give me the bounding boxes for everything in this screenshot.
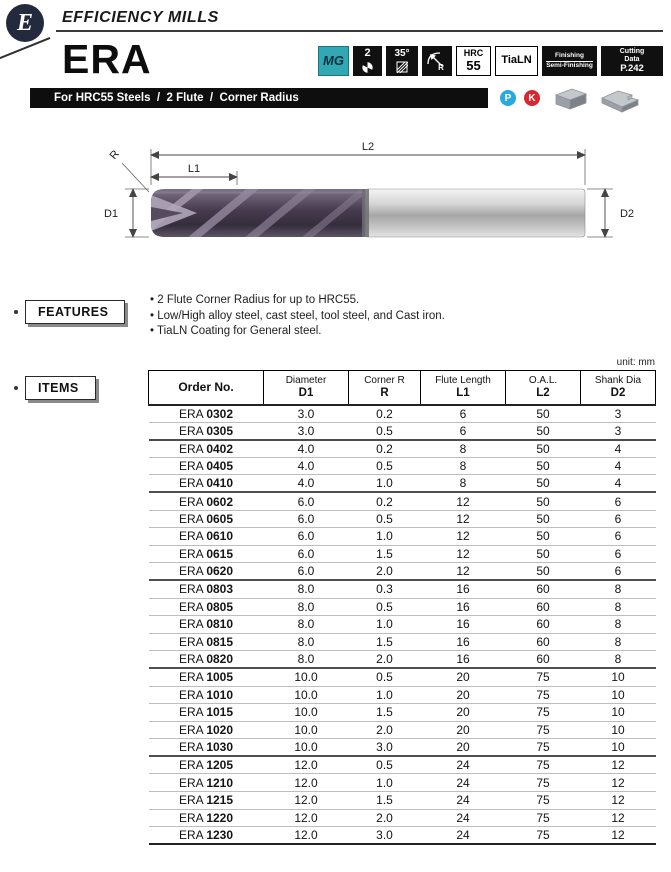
table-row [149,721,656,739]
order-no-cell: ERA 0810 [149,616,264,634]
d2-cell: 4 [581,440,656,458]
table-row [149,457,656,475]
order-no-cell: ERA 1005 [149,668,264,686]
l2-cell: 75 [506,704,581,722]
l2-cell: 60 [506,598,581,616]
coating-label: TiaLN [501,54,532,67]
l1-cell: 16 [421,633,506,651]
order-no-cell: ERA 0615 [149,545,264,563]
d2-cell: 4 [581,475,656,493]
hardness-unit-label: HRC [463,48,484,59]
table-row [149,668,656,686]
order-no-cell: ERA 0815 [149,633,264,651]
r-cell: 0.2 [349,405,421,423]
d1-cell: 10.0 [264,704,349,722]
d2-cell: 8 [581,616,656,634]
series-letter: E [16,9,33,36]
d1-cell: 6.0 [264,510,349,528]
col-header-corner-r: Corner R R [349,371,421,405]
l2-cell: 50 [506,440,581,458]
cutting-data-badge [601,46,663,76]
l1-dimension-label: L1 [187,163,201,175]
tool-drawing [65,135,645,295]
d1-cell: 4.0 [264,457,349,475]
table-row [149,792,656,810]
table-row [149,545,656,563]
unit-note: unit: mm [616,357,655,368]
table-row [149,440,656,458]
order-no-cell: ERA 1020 [149,721,264,739]
d1-cell: 8.0 [264,651,349,669]
table-row [149,616,656,634]
r-cell: 0.5 [349,510,421,528]
d1-cell: 6.0 [264,545,349,563]
l1-cell: 20 [421,739,506,757]
l1-cell: 6 [421,405,506,423]
l2-cell: 50 [506,528,581,546]
l1-cell: 16 [421,616,506,634]
order-no-cell: ERA 0602 [149,492,264,510]
product-name: ERA [62,36,152,82]
l1-cell: 20 [421,704,506,722]
hardness-badge [456,46,491,76]
l2-cell: 75 [506,774,581,792]
mg-grade-badge [318,46,349,76]
d1-cell: 10.0 [264,668,349,686]
l1-cell: 16 [421,598,506,616]
order-no-cell: ERA 0610 [149,528,264,546]
section-bullet-dot [14,310,18,314]
cutting-data-line1: Cutting [619,48,645,56]
workpiece-step-block-icon [598,86,650,114]
d1-cell: 4.0 [264,440,349,458]
l2-cell: 50 [506,510,581,528]
order-no-cell: ERA 1215 [149,792,264,810]
l1-cell: 12 [421,510,506,528]
l2-cell: 75 [506,686,581,704]
l2-cell: 50 [506,405,581,423]
feature-bullet: • Low/High alloy steel, cast steel, tool steel, and Cast iron. [150,309,445,325]
order-no-cell: ERA 0820 [149,651,264,669]
d2-cell: 12 [581,774,656,792]
series-letter-badge [6,4,44,42]
r-cell: 3.0 [349,827,421,845]
section-bullet-dot [14,386,18,390]
d1-cell: 8.0 [264,633,349,651]
table-row [149,563,656,581]
items-section-label [14,376,96,400]
table-row [149,704,656,722]
r-cell: 0.5 [349,756,421,774]
r-cell: 0.5 [349,422,421,440]
r-cell: 1.0 [349,475,421,493]
r-cell: 1.0 [349,774,421,792]
material-k-badge [524,90,540,106]
d2-cell: 8 [581,598,656,616]
cutting-data-page-ref: P.242 [620,62,644,74]
l2-cell: 75 [506,792,581,810]
table-row [149,475,656,493]
helix-angle-label: 35° [394,48,410,60]
d2-cell: 10 [581,668,656,686]
l1-cell: 24 [421,756,506,774]
table-row [149,686,656,704]
features-list [150,293,445,340]
d1-cell: 8.0 [264,598,349,616]
d1-cell: 3.0 [264,422,349,440]
d1-cell: 6.0 [264,528,349,546]
l2-cell: 75 [506,668,581,686]
l1-cell: 20 [421,668,506,686]
tool-diagram-svg [65,135,645,290]
items-table [148,370,656,845]
order-no-cell: ERA 1015 [149,704,264,722]
order-no-cell: ERA 0605 [149,510,264,528]
helix-hatch-icon [396,61,408,73]
d2-cell: 12 [581,756,656,774]
d1-cell: 10.0 [264,739,349,757]
table-row [149,528,656,546]
r-dimension-label: R [107,148,122,162]
r-cell: 0.2 [349,440,421,458]
d2-cell: 6 [581,545,656,563]
table-row [149,633,656,651]
col-header-order-no-: Order No. [149,371,264,405]
col-header-diameter: Diameter D1 [264,371,349,405]
l1-cell: 24 [421,809,506,827]
r-leader-line [122,163,149,192]
order-no-cell: ERA 1230 [149,827,264,845]
d2-cell: 12 [581,827,656,845]
r-cell: 2.0 [349,721,421,739]
l2-cell: 60 [506,616,581,634]
r-cell: 1.5 [349,792,421,810]
order-no-cell: ERA 0405 [149,457,264,475]
col-header-o-a-l-: O.A.L. L2 [506,371,581,405]
l2-cell: 75 [506,827,581,845]
l1-cell: 12 [421,545,506,563]
order-no-cell: ERA 0410 [149,475,264,493]
r-cell: 1.0 [349,616,421,634]
spec-badge-row [318,46,663,76]
l2-cell: 50 [506,475,581,493]
d1-cell: 10.0 [264,686,349,704]
corner-radius-icon [426,50,448,72]
items-table-container [148,370,656,845]
d1-cell: 10.0 [264,721,349,739]
order-no-cell: ERA 0805 [149,598,264,616]
table-row [149,510,656,528]
d1-cell: 12.0 [264,827,349,845]
order-no-cell: ERA 1030 [149,739,264,757]
material-k-letter: K [528,92,536,104]
table-row [149,422,656,440]
l1-cell: 12 [421,528,506,546]
helix-angle-badge [386,46,418,76]
r-cell: 0.2 [349,492,421,510]
d1-cell: 4.0 [264,475,349,493]
d1-cell: 12.0 [264,756,349,774]
tool-transition [362,189,369,237]
d1-cell: 8.0 [264,616,349,634]
l1-cell: 24 [421,774,506,792]
r-cell: 0.5 [349,668,421,686]
table-row [149,492,656,510]
table-row [149,756,656,774]
l2-cell: 50 [506,492,581,510]
r-cell: 1.0 [349,686,421,704]
header-divider [56,30,663,32]
l1-cell: 6 [421,422,506,440]
l2-cell: 50 [506,422,581,440]
order-no-cell: ERA 0803 [149,580,264,598]
feature-bullet: • 2 Flute Corner Radius for up to HRC55. [150,293,445,309]
r-cell: 0.5 [349,598,421,616]
d1-dimension-label: D1 [103,208,119,220]
l2-cell: 50 [506,545,581,563]
features-section-label [14,300,125,324]
l2-cell: 75 [506,721,581,739]
corner-radius-badge [422,46,452,76]
finishing-bottom-label: Semi-Finishing [546,61,593,69]
d2-cell: 12 [581,792,656,810]
r-cell: 1.5 [349,704,421,722]
items-table-header-row [149,371,656,405]
r-cell: 0.5 [349,457,421,475]
table-row [149,598,656,616]
order-no-cell: ERA 0402 [149,440,264,458]
d2-cell: 10 [581,704,656,722]
l1-cell: 20 [421,686,506,704]
l1-cell: 20 [421,721,506,739]
l1-cell: 8 [421,475,506,493]
l2-cell: 75 [506,739,581,757]
l2-cell: 50 [506,563,581,581]
order-no-cell: ERA 1220 [149,809,264,827]
l2-cell: 60 [506,580,581,598]
order-no-cell: ERA 0302 [149,405,264,423]
order-no-cell: ERA 1010 [149,686,264,704]
r-cell: 2.0 [349,563,421,581]
l1-cell: 8 [421,457,506,475]
d1-cell: 12.0 [264,792,349,810]
series-title: EFFICIENCY MILLS [62,9,219,26]
table-row [149,739,656,757]
l1-cell: 24 [421,827,506,845]
mg-label: MG [323,53,344,69]
finishing-top-label: Finishing [546,53,594,62]
l1-cell: 8 [421,440,506,458]
d1-cell: 8.0 [264,580,349,598]
d2-cell: 10 [581,739,656,757]
tool-shank [365,189,585,237]
l2-cell: 60 [506,651,581,669]
l2-cell: 50 [506,457,581,475]
d1-cell: 12.0 [264,809,349,827]
d2-cell: 8 [581,651,656,669]
l2-cell: 75 [506,756,581,774]
d1-cell: 6.0 [264,563,349,581]
d1-cell: 6.0 [264,492,349,510]
l1-cell: 12 [421,492,506,510]
d2-cell: 6 [581,510,656,528]
r-cell: 1.0 [349,528,421,546]
r-cell: 1.5 [349,633,421,651]
col-header-flute-length: Flute Length L1 [421,371,506,405]
l1-cell: 16 [421,651,506,669]
col-header-shank-dia: Shank Dia D2 [581,371,656,405]
table-row [149,827,656,845]
order-no-cell: ERA 1205 [149,756,264,774]
flute-count-label: 2 [364,47,371,60]
d2-cell: 12 [581,809,656,827]
product-subtitle-bar: For HRC55 Steels / 2 Flute / Corner Radius [30,88,488,108]
l2-cell: 60 [506,633,581,651]
table-row [149,580,656,598]
d2-cell: 6 [581,492,656,510]
table-row [149,651,656,669]
finishing-badge [542,46,597,76]
table-row [149,774,656,792]
workpiece-block-icon [550,86,590,112]
l1-cell: 12 [421,563,506,581]
material-p-badge [500,90,516,106]
d2-cell: 10 [581,686,656,704]
d2-cell: 6 [581,528,656,546]
order-no-cell: ERA 1210 [149,774,264,792]
material-p-letter: P [504,92,512,104]
items-table-body [149,405,656,845]
r-cell: 1.5 [349,545,421,563]
table-row [149,809,656,827]
order-no-cell: ERA 0305 [149,422,264,440]
l1-cell: 16 [421,580,506,598]
l2-cell: 75 [506,809,581,827]
d2-cell: 6 [581,563,656,581]
table-row [149,405,656,423]
d2-dimension-label: D2 [619,208,635,220]
corner-radius-letter: R [438,63,444,72]
d1-cell: 12.0 [264,774,349,792]
d1-cell: 3.0 [264,405,349,423]
flute-count-badge [353,46,382,76]
items-label-box: ITEMS [25,376,96,400]
r-cell: 0.3 [349,580,421,598]
d2-cell: 8 [581,633,656,651]
hardness-value-label: 55 [466,57,481,73]
coating-badge [495,46,538,76]
l2-dimension-label: L2 [361,141,375,153]
features-label-box: FEATURES [25,300,125,324]
d2-cell: 4 [581,457,656,475]
r-cell: 3.0 [349,739,421,757]
feature-bullet: • TiaLN Coating for General steel. [150,324,445,340]
cutting-data-line2: Data [624,55,640,63]
end-mill-icon [361,61,374,74]
r-cell: 2.0 [349,809,421,827]
order-no-cell: ERA 0620 [149,563,264,581]
d2-cell: 3 [581,405,656,423]
d2-cell: 10 [581,721,656,739]
l1-cell: 24 [421,792,506,810]
r-cell: 2.0 [349,651,421,669]
d2-cell: 3 [581,422,656,440]
d2-cell: 8 [581,580,656,598]
